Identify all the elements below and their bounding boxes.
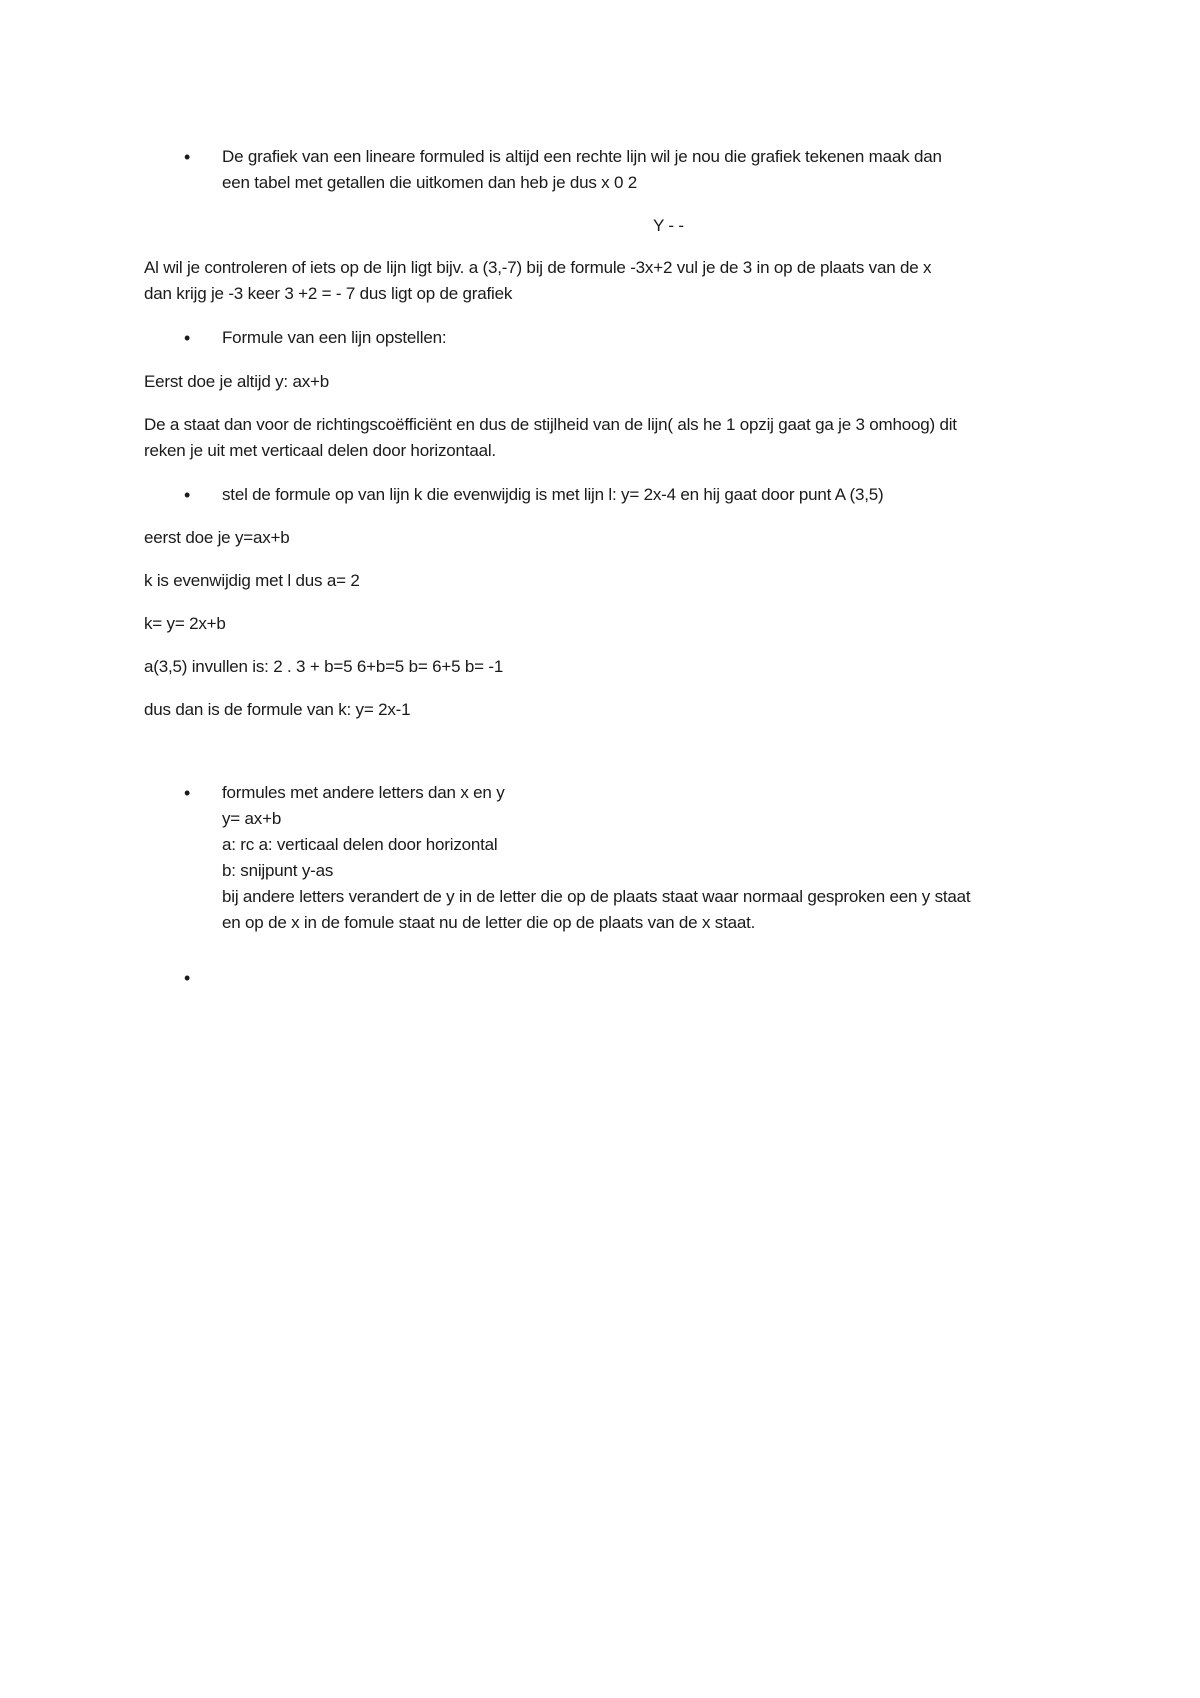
first-step-paragraph: Eerst doe je altijd y: ax+b (144, 372, 330, 391)
item4-line: formules met andere letters dan x en y (222, 783, 505, 802)
item1-line2: een tabel met getallen die uitkomen dan heb je dus x 0 2 (222, 173, 638, 192)
check-paragraph-line1: Al wil je controleren of iets op de lijn ligt bijv. a (3,-7) bij de formule -3x+2 vul je de 3 in op de plaats van de x (144, 258, 932, 277)
item4-line: b: snijpunt y-as (222, 861, 334, 880)
item1-line1: De grafiek van een lineare formuled is altijd een rechte lijn wil je nou die grafiek tekenen maak dan (222, 147, 942, 166)
item4-line: en op de x in de fomule staat nu de letter die op de plaats van de x staat. (222, 913, 756, 932)
table-row-y: Y - - (653, 216, 684, 235)
item3-text: stel de formule op van lijn k die evenwijdig is met lijn l: y= 2x-4 en hij gaat door punt A (3,5) (222, 485, 884, 504)
slope-paragraph-line1: De a staat dan voor de richtingscoëfficiënt en dus de stijlheid van de lijn( als he 1 opzij gaat ga je 3 omhoog) dit (144, 415, 957, 434)
item4-line: bij andere letters verandert de y in de letter die op de plaats staat waar normaal gesproken een y staat (222, 887, 971, 906)
item4-line: y= ax+b (222, 809, 282, 828)
step-line: k is evenwijdig met l dus a= 2 (144, 571, 360, 590)
step-line: eerst doe je y=ax+b (144, 528, 290, 547)
bullet-marker: • (184, 328, 191, 348)
step-line: k= y= 2x+b (144, 614, 226, 633)
bullet-marker: • (184, 485, 191, 505)
check-paragraph-line2: dan krijg je -3 keer 3 +2 = - 7 dus ligt op de grafiek (144, 284, 513, 303)
step-line: a(3,5) invullen is: 2 . 3 + b=5 6+b=5 b= 6+5 b= -1 (144, 657, 504, 676)
step-line: dus dan is de formule van k: y= 2x-1 (144, 700, 411, 719)
bullet-marker: • (184, 147, 191, 167)
slope-paragraph-line2: reken je uit met verticaal delen door horizontaal. (144, 441, 496, 460)
item2-heading: Formule van een lijn opstellen: (222, 328, 447, 347)
bullet-marker: • (184, 783, 191, 803)
item4-line: a: rc a: verticaal delen door horizontal (222, 835, 498, 854)
empty-bullet-marker: • (184, 968, 191, 988)
